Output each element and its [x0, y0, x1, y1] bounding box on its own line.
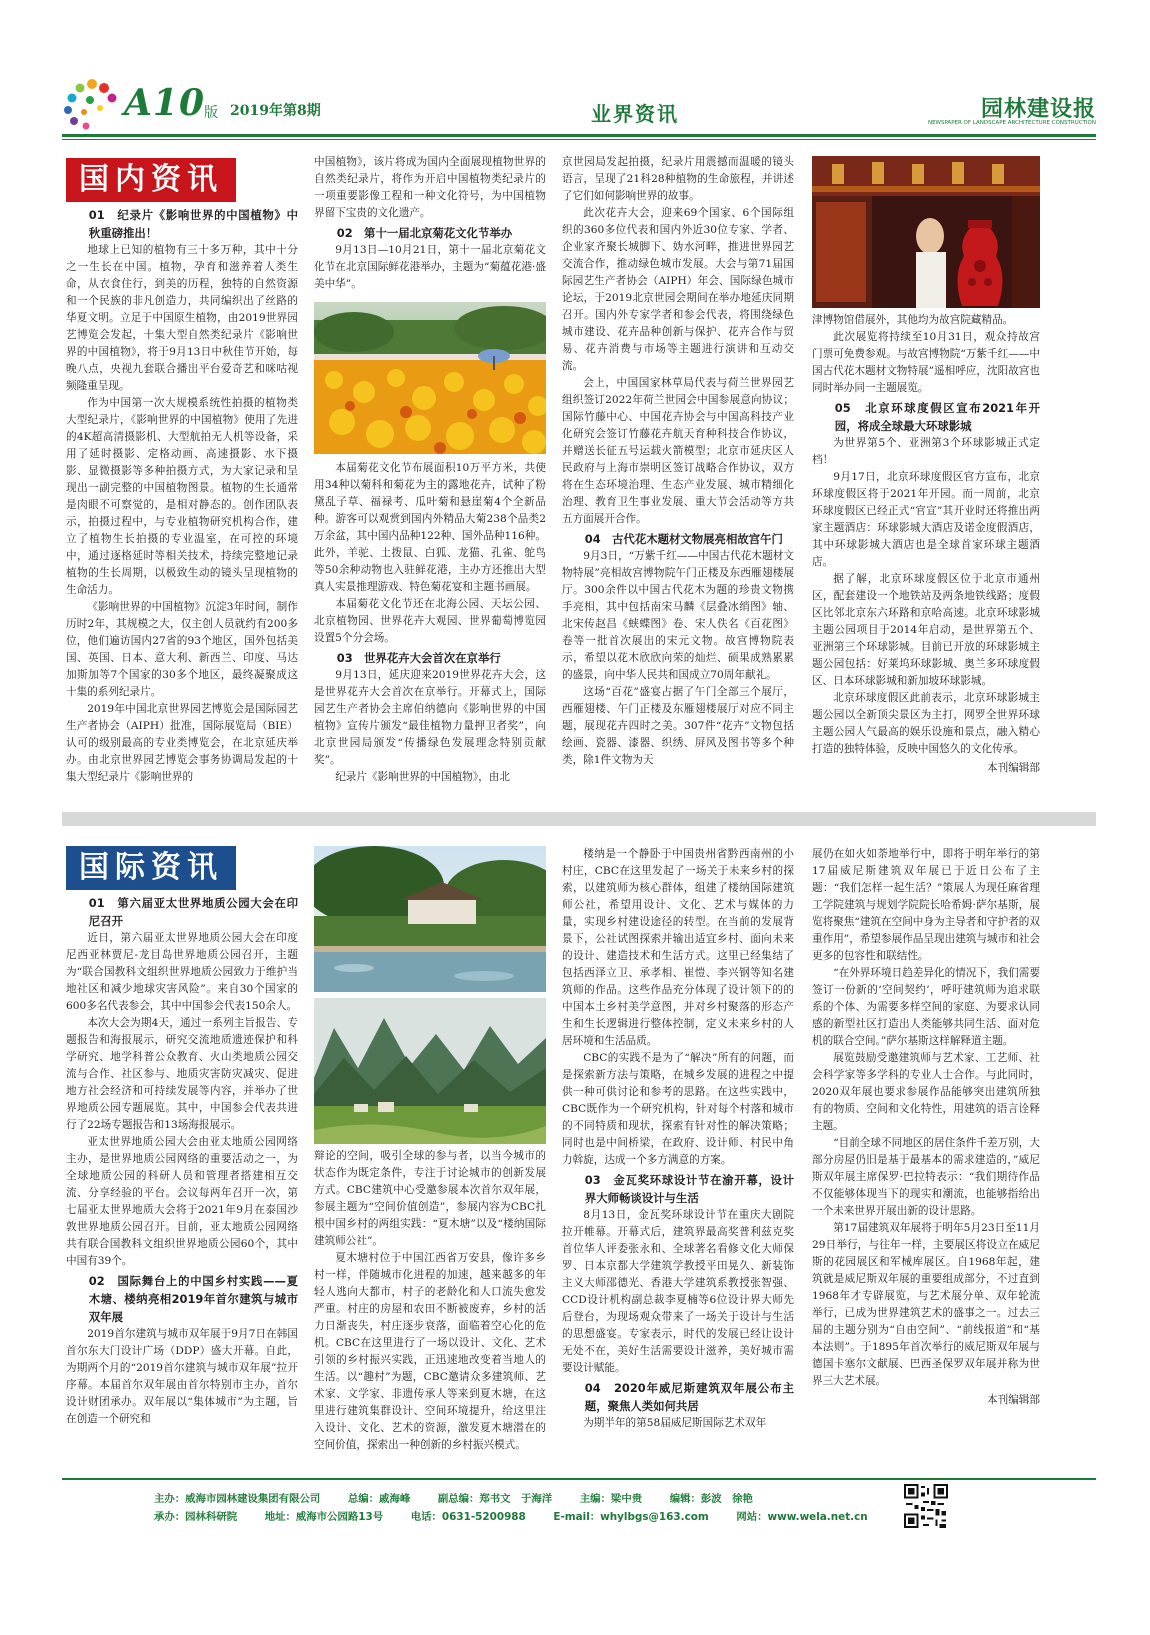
footer-rule	[62, 1478, 1096, 1480]
footer-email[interactable]: E-mail：whylbgs@163.com	[553, 1511, 709, 1523]
article-paragraph: 为期半年的第58届威尼斯国际艺术双年	[583, 1417, 767, 1429]
header-rule	[62, 134, 1096, 137]
domestic-column-2-top	[314, 154, 546, 298]
masthead	[62, 76, 1096, 132]
article-paragraph: 此次花卉大会，迎来69个国家、6个国际组织的360多位代表和国内外近30位专家、学者、企业家齐聚长城脚下、妫水河畔，推进世界园艺交流合作，推动绿色城市发展。大会与第71届国际园艺生产者协会（AIPH）年会、国际绿色城市论坛，于2019北京世园会期间在举办地延庆同期召开。国内外专家学者和参会代表，将围绕绿色城市建设、花卉品种创新与保护、花卉合作与贸易、花卉消费与市场等主题进行演讲和互动交流。	[562, 207, 794, 372]
international-column-4	[812, 846, 1040, 1472]
article-paragraph: “目前全球不同地区的居住条件千差万别，大部分房屋仍旧是基于最基本的需求建造的，”威尼斯双年展主席保罗·巴拉特表示：“我们期待作品不仅能够体现当下的现实和潮流，也能够指给出一个未来世界开展出新的设计思路。	[812, 1137, 1040, 1217]
article-paragraph: “在外界环境日趋差异化的情况下，我们需要签订一份新的‘空间契约’，呼吁建筑师为追求联系的个体、为需要多样空间的家庭、为要求认同感的新型社区打造出人类能够共同生活、面对危机的联合空间。”萨尔基斯这样解释道主题。	[812, 967, 1040, 1047]
article-paragraph: 北京环球度假区此前表示，北京环球影城主题公园以全新顶尖景区为主打，网罗全世界环球主题公园人气最高的娱乐设施和景点，融入精心打造的独特体验，反映中国悠久的文化传承。	[812, 692, 1040, 755]
international-column-3	[562, 846, 794, 1472]
article-paragraph: 第17届建筑双年展将于明年5月23日至11月29日举行，与往年一样，主要展区将设立在威尼斯的花园展区和军械库展区。自1968年起，建筑就是威尼斯双年展的重要组成部分，不过直到1968年才专辟展览，与艺术展分单、双年轮流举行，已成为世界建筑艺术的盛事之一。过去三届的主题分别为“自由空间”、“前线报道”和“基本法则”。于1895年首次举行的威尼斯双年展与德国卡塞尔文献展、巴西圣保罗双年展并称为世界三大艺术展。	[812, 1222, 1040, 1387]
article-paragraph: 会上，中国国家林草局代表与荷兰世界园艺组织签订2022年荷兰世园会中国参展意向协议；国际竹藤中心、中国花卉协会与中国高科技产业化研究会签订竹藤花卉航天育种科技合作协议，并赠送长征五号运载火箭模型；北京市延庆区人民政府与上海市崇明区签订战略合作协议，双方将在生态环境治理、生态产业发展、城市精细化治理、教育卫生事业发展、重大节会活动等方共五方面展开合作。	[562, 377, 794, 525]
footer-organizer: 承办：园林科研院	[154, 1511, 238, 1523]
article-paragraph: 8月13日，金瓦奖环球设计节在重庆大剧院拉开帷幕。开幕式后，建筑界最高奖普利兹克奖首位华人评委张永和、全球著名看修文化大师保罗、日本京都大学建筑学教授平田晃久、新装饰主义大师邵德光、香港大学建筑系教授张智强、CCD设计机构副总裁李夏楠等6位设计界大师先后登台，为现场观众带来了一场关于设计与生活的思想盛宴。专家表示，时代的发展已经让设计无处不在，美好生活需要设计滋养，美好城市需要设计赋能。	[562, 1209, 794, 1374]
international-banner: 国际资讯	[66, 846, 236, 890]
footer-website[interactable]: 网站：www.wela.net.cn	[736, 1511, 868, 1523]
footer-row-1	[154, 1490, 777, 1505]
domestic-column-4	[812, 312, 1040, 806]
article-paragraph-continued: 京世园局发起拍摄，纪录片用震撼而温暖的镜头语言，呈现了21科28种植物的生命旅程，并讲述了它们如何影响世界的故事。	[562, 156, 794, 202]
international-column-1	[66, 892, 298, 1472]
article-heading: 02 国际舞台上的中国乡村实践——夏木塘、楼纳亮相2019年首尔建筑与城市双年展	[88, 1274, 298, 1324]
article-heading: 02 第十一届北京菊花文化节举办	[336, 226, 513, 240]
domestic-column-2-bottom	[314, 460, 546, 806]
qr-code-icon[interactable]	[904, 1484, 948, 1528]
karst-landscape-photo	[314, 998, 546, 1144]
footer-deputy-editor: 副总编：郑书文 于海洋	[437, 1493, 553, 1505]
article-paragraph: 这场“百花”盛宴占据了午门全部三个展厅，西雁翅楼、午门正楼及东雁翅楼展厅对应不同主题，展现花卉四时之美。307件“花卉”文物包括绘画、瓷器、漆器、织绣、屏风及图书等多个种类，除1件文物为天	[562, 686, 794, 766]
article-paragraph: 2019年中国北京世界园艺博览会是国际园艺生产者协会（AIPH）批准，国际展览局（BIE）认可的级别最高的专业类博览会，在北京延庆举办。由北京世界园艺博览会事务协调局发起的十集大型纪录片《影响世界的	[66, 703, 298, 783]
article-paragraph: 9月13日—10月21日，第十一届北京菊花文化节在北京国际鲜花港举办，主题为“菊蕴花港·盛美中华”。	[314, 244, 546, 290]
section-title: 业界资讯	[591, 102, 679, 126]
article-paragraph: 9月13日，延庆迎来2019世界花卉大会，这是世界花卉大会首次在京举行。开幕式上，国际园艺生产者协会主席伯纳德向《影响世界的中国植物》宣传片颁发“最佳植物力量押卫者奖”，向北京世园局颁发“传播绿色发展理念特别贡献奖”。	[314, 669, 546, 766]
article-paragraph: 作为中国第一次大规模系统性拍摄的植物类大型纪录片，《影响世界的中国植物》使用了先进的4K超高清摄影机、大型航拍无人机等设备，采用了延时摄影、定格动画、高速摄影、水下摄影、显微摄影等多种拍摄方式，为大家记录和呈现出一副完整的中国植物图景。植物的生长通常是肉眼不可察觉的，是相对静态的。创作团队表示，拍摄过程中，与专业植物研究机构合作，建立了植物生长拍摄的专业温室，在可控的环境中，通过逐格延时等相关技术，持续完整地记录植物的生长周期，以极致生动的镜头呈现植物的生命活力。	[66, 397, 298, 596]
footer-row-2	[154, 1508, 892, 1523]
article-heading: 03 世界花卉大会首次在京举行	[336, 651, 501, 665]
article-paragraph: 9月3日，“万紫千红——中国古代花木题材文物特展”亮相故宫博物院午门正楼及东西雁翅楼展厅。300余件以中国古代花木为题的珍贵文物携手亮相，其中包括南宋马麟《层叠冰绡图》轴、北宋传赵昌《蛱蝶图》卷、宋人佚名《百花图》卷等一批首次展出的宋元文物。故宫博物院表示，希望以花木欣欣向荣的灿烂、硕果成熟累累的盛景，向中华人民共和国成立70周年献礼。	[562, 550, 794, 681]
article-paragraph: 展览鼓励受邀建筑师与艺术家、工艺师、社会科学家等多学科的专业人士合作。与此同时，2020双年展也要求参展作品能够突出建筑所独有的物质、空间和文化特性，用建筑的语言诠释主题。	[812, 1052, 1040, 1132]
article-paragraph: 《影响世界的中国植物》沉淀3年时间，制作历时2年，其规模之大，仅主创人员就约有200多位，他们遍访国内27省的93个地区，国外包括美国、英国、日本、意大利、新西兰、印度、马达加斯加等7个国家的30多个地区，最终凝聚成这十集的系列纪录片。	[66, 601, 298, 698]
footer-phone: 电话：0631-5200988	[410, 1511, 526, 1523]
article-paragraph-continued: 津博物馆借展外，其他均为故宫院藏精品。	[812, 314, 1014, 326]
article-paragraph: 此次展览将持续至10月31日，观众持故宫门票可免费参观。与故宫博物院“万紫千红——中国古代花木题材文物特展”遥相呼应，沈阳故宫也同时举办同一主题展览。	[812, 331, 1040, 394]
article-paragraph-continued: 中国植物》，该片将成为国内全面展现植物世界的自然类纪录片，将作为开启中国植物类纪录片的一项重要影像工程和一种文化符号，为中国植物界留下宝贵的文化遗产。	[314, 156, 546, 219]
editor-signature: 本刊编辑部	[987, 762, 1040, 774]
article-paragraph: 9月17日，北京环球度假区官方宣布，北京环球度假区将于2021年开园。而一周前，北京环球度假区已经正式“官宣”其开业时还将推出两家主题酒店：环球影城大酒店及诺金度假酒店，其中环球影城大酒店也是全球首家环球主题酒店。	[812, 471, 1040, 568]
article-heading: 04 2020年威尼斯建筑双年展公布主题，聚焦人类如何共居	[584, 1381, 794, 1413]
international-column-2	[314, 1148, 546, 1472]
page-number: A10	[124, 82, 206, 124]
village-photo	[314, 846, 546, 992]
footer-editors: 编辑：彭波 徐艳	[669, 1493, 753, 1505]
article-paragraph: 据了解，北京环球度假区位于北京市通州区，配套建设一个地铁站及两条地铁线路；度假区比邻北京东六环路和京哈高速。北京环球影城主题公园项目于2014年启动，是世界第五个、亚洲第三个环球影城。目前已开放的环球影城主题公园包括：好莱坞环球影城、奥兰多环球度假区、日本环球影城和新加坡环球影城。	[812, 573, 1040, 687]
domestic-column-3	[562, 154, 794, 806]
article-paragraph: 本届菊花文化节还在北海公园、天坛公园、北京植物园、世界花卉大观园、世界葡萄博览园设置5个分会场。	[314, 598, 546, 644]
header-rule-thin	[62, 139, 1096, 140]
article-paragraph: 夏木塘村位于中国江西省万安县，像许多乡村一样，伴随城市化进程的加速，越来越多的年轻人逃向大都市，村子的老龄化和人口流失愈发严重。村庄的房屋和农田不断被废弃，乡村的活力日渐丧失，村庄逐步衰落，面临着空心化的危机。CBC在这里进行了一场以设计、文化、艺术引领的乡村振兴实践，正迅速地改变着当地人的生活。以“趣村”为题，CBC邀请众多建筑师、艺术家、文学家、非遗传承人等来到夏木塘，在这里进行建筑集群设计、空间环境提升，给这里注入设计、文化、艺术的资源，激发夏木塘潜在的空间价值，探索出一种创新的乡村振兴模式。	[314, 1252, 546, 1451]
article-paragraph: 纪录片《影响世界的中国植物》，由北	[335, 771, 510, 783]
article-paragraph: 亚太世界地质公园大会由亚太地质公园网络主办，是世界地质公园网络的重要活动之一，为全球地质公园的科研人员和管理者搭建相互交流、分享经验的平台。会议每两年召开一次，第七届亚太世界地质大会将于2021年9月在泰国沙敦世界地质公园召开。目前，亚太地质公园网络共有联合国教科文组织世界地质公园60个，其中中国有39个。	[66, 1136, 298, 1267]
footer-chief-editor: 总编：戚海峰	[347, 1493, 411, 1505]
domestic-column-1	[66, 204, 298, 804]
article-heading: 01 纪录片《影响世界的中国植物》中秋重磅推出！	[88, 208, 298, 240]
article-paragraph: 2019首尔建筑与城市双年展于9月7日在韩国首尔东大门设计广场（DDP）盛大开幕。自此，为期两个月的“2019首尔建筑与城市双年展”拉开序幕。本届首尔双年展由首尔特别市主办，首尔设计财团承办。双年展以“集体城市”为主题，旨在创造一个研究和	[66, 1328, 298, 1425]
domestic-banner: 国内资讯	[66, 158, 236, 202]
footer-managing-editor: 主编：梁中贵	[579, 1493, 643, 1505]
section-divider	[62, 812, 1096, 826]
issue-date: 2019年第8期	[230, 103, 321, 119]
chrysanthemum-photo	[314, 302, 546, 454]
article-paragraph: CBC的实践不是为了“解决”所有的问题，而是探索新方法与策略，在城乡发展的进程之中提供一种可供讨论和参考的思路。在这些实践中，CBC既作为一个研究机构，针对每个村落和城市的不同特质和现状，探索有针对性的解决策略；同时也是中间桥梁，在政府、设计师、村民中角力斡旋，达成一个多方满意的方案。	[562, 1052, 794, 1166]
article-paragraph-continued: 展仍在如火如荼地举行中，即将于明年举行的第17届威尼斯建筑双年展已于近日公布了主题：“我们怎样一起生活？”策展人为现任麻省理工学院建筑与规划学院院长哈希姆·萨尔基斯，展览将聚焦“建筑在空间中身为主导者和守护者的双重作用”，希望参展作品呈现出建筑与城市和社会更多的包容性和联结性。	[812, 848, 1040, 962]
flower-dots-logo-icon	[62, 76, 132, 132]
page-suffix: 版	[204, 105, 218, 121]
article-paragraph: 本届菊花文化节布展面积10万平方米，共使用34种以菊科和菊花为主的露地花卉，试种了粉黛乱子草、福禄考、瓜叶菊和悬崖菊4个全新品种。游客可以观赏到国内外精品大菊238个品类2万余盆，其中国内品种122种、国外品种116种。此外，羊驼、土拨鼠、白狐、龙猫、孔雀、鸵鸟等50余种动物也入驻鲜花港，主办方还推出大型真人实景推理游戏、特色菊花宴和主题书画展。	[314, 462, 546, 593]
footer-address: 地址：威海市公园路13号	[264, 1511, 384, 1523]
article-heading: 01 第六届亚太世界地质公园大会在印尼召开	[88, 896, 298, 928]
article-paragraph: 地球上已知的植物有三十多万种，其中十分之一生长在中国。植物，孕育和滋养着人类生命，从衣食住行，到美的历程，独特的自然资源和一个民族的非凡创造力，共同编织出了丝路的华夏文明。立足于中国原生植物，由2019世界园艺博览会发起，十集大型自然类纪录片《影响世界的中国植物》，将于9月13日中秋佳节开始，每晚八点，央视九套联合播出平台爱奇艺和咪咕视频隆重呈现。	[66, 244, 298, 392]
article-paragraph-continued: 辩论的空间，吸引全球的参与者，以当今城市的状态作为既定条件，专注于讨论城市的创新发展方式。CBC建筑中心受邀参展本次首尔双年展，参展主题为“空间价值创造”，参展内容为CBC扎根中国乡村的两组实践：“夏木塘”以及“楼纳国际建筑师公社”。	[314, 1150, 546, 1247]
article-paragraph: 为世界第5个、亚洲第3个环球影城正式定档！	[812, 437, 1040, 466]
palace-museum-vase-photo	[812, 156, 1040, 308]
editor-signature: 本刊编辑部	[987, 1394, 1040, 1406]
article-paragraph: 楼纳是一个静卧于中国贵州省黔西南州的小村庄，CBC在这里发起了一场关于未来乡村的探索，以建筑师为核心群体，组建了楼纳国际建筑师公社，希望用设计、文化、艺术与媒体的力量，实现乡村建设途径的转型。在当前的发展背景下，公社试图探索并输出适宜乡村、面向未来的设计、建造技术和生活方式。这里已经集结了包括西泽立卫、承孝相、崔愷、李兴钢等知名建筑师的作品。这些作品充分体现了设计领下的的中国本土乡村美学意图，并对乡村聚落的形态产生和生长逻辑进行整体控制，定义未来乡村的人居环境和生活品质。	[562, 848, 794, 1047]
paper-name: 园林建设报	[980, 97, 1096, 122]
article-heading: 05 北京环球度假区宣布2021年开园，将成全球最大环球影城	[834, 401, 1040, 433]
article-paragraph: 本次大会为期4天，通过一系列主旨报告、专题报告和海报展示，研究交流地质遗迹保护和科学研究、地学科普公众教育、火山类地质公园交流与合作、社区参与、地质灾害防灾减灾、促进地方社会经济和可持续发展等内容，并举办了世界地质公园专题展览。其中，中国参会代表共进行了22场专题报告和13场海报展示。	[66, 1017, 298, 1131]
article-heading: 03 金瓦奖环球设计节在渝开幕，设计界大师畅谈设计与生活	[584, 1173, 794, 1205]
footer-sponsor: 主办：威海市园林建设集团有限公司	[154, 1493, 321, 1505]
footer-imprint	[62, 1484, 1096, 1544]
article-heading: 04 古代花木题材文物展亮相故宫午门	[584, 532, 783, 546]
paper-name-english: NEWSPAPER OF LANDSCAPE ARCHITECTURE CONSTRUCTION	[927, 120, 1096, 126]
article-paragraph: 近日，第六届亚太世界地质公园大会在印度尼西亚林贾尼-龙目岛世界地质公园召开，主题为“联合国教科文组织世界地质公园致力于维护当地社区和减少地球灾害风险”。来自30个国家的600多名代表参会，其中中国参会代表150余人。	[66, 932, 298, 1012]
